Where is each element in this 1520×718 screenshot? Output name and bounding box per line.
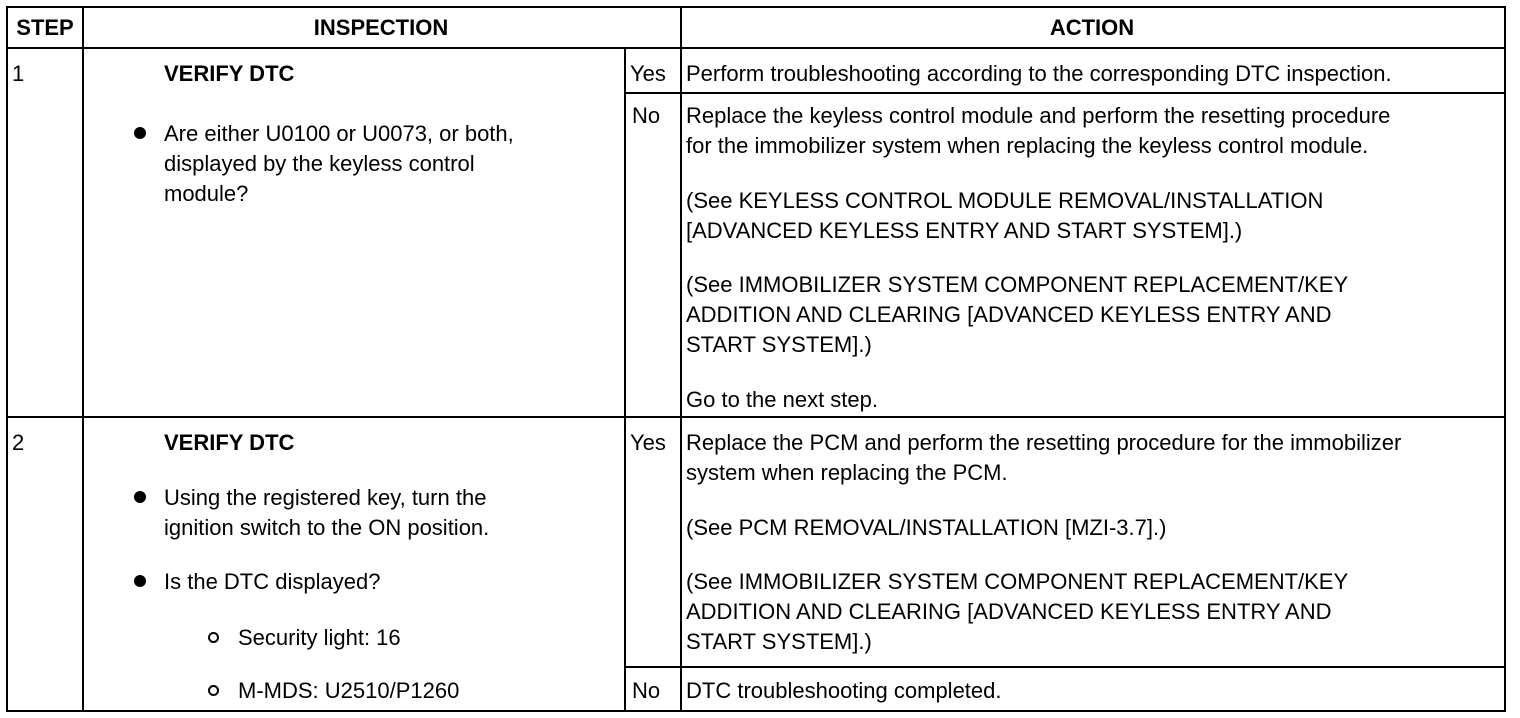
header-action: ACTION	[680, 8, 1504, 49]
col-divider-yesno	[624, 49, 626, 710]
row2-no-action: DTC troubleshooting completed.	[686, 678, 1002, 703]
row2-yes-p3-l3: START SYSTEM].)	[686, 629, 872, 654]
bullet-icon	[134, 491, 146, 503]
header-step: STEP	[8, 8, 82, 49]
row1-no-p3-l1: (See IMMOBILIZER SYSTEM COMPONENT REPLACEMENT/KEY	[686, 272, 1349, 297]
row2-yes-no-divider	[624, 666, 1504, 668]
row2-bullet1-line2: ignition switch to the ON position.	[164, 515, 490, 540]
inspection-table	[6, 6, 1506, 712]
row2-yes-p1-l2: system when replacing the PCM.	[686, 460, 1008, 485]
row1-no-p3-l3: START SYSTEM].)	[686, 332, 872, 357]
row1-no-p2-l2: [ADVANCED KEYLESS ENTRY AND START SYSTEM].)	[686, 218, 1243, 243]
row1-yes-label: Yes	[630, 61, 666, 86]
row2-yes-p3-l2: ADDITION AND CLEARING [ADVANCED KEYLESS ENTRY AND	[686, 599, 1332, 624]
header-inspection: INSPECTION	[82, 8, 680, 49]
row2-yes-p1-l1: Replace the PCM and perform the resetting procedure for the immobilizer	[686, 430, 1402, 455]
row2-sub-bullet1: Security light: 16	[238, 625, 401, 650]
row1-yes-no-divider	[624, 92, 1504, 94]
row1-bullet1-line2: displayed by the keyless control	[164, 151, 475, 176]
row2-title: VERIFY DTC	[164, 430, 295, 455]
row1-no-p2-l1: (See KEYLESS CONTROL MODULE REMOVAL/INSTALLATION	[686, 188, 1324, 213]
bullet-icon	[134, 575, 146, 587]
row1-yes-action: Perform troubleshooting according to the corresponding DTC inspection.	[686, 61, 1392, 86]
row2-sub-bullet2: M-MDS: U2510/P1260	[238, 678, 460, 703]
row2-step-number: 2	[12, 430, 25, 455]
row1-title: VERIFY DTC	[164, 61, 295, 86]
row2-yes-p3-l1: (See IMMOBILIZER SYSTEM COMPONENT REPLACEMENT/KEY	[686, 569, 1349, 594]
col-divider-step	[82, 8, 84, 710]
row1-no-p4-l1: Go to the next step.	[686, 387, 879, 412]
row1-no-label: No	[632, 103, 661, 128]
row2-bullet1-line1: Using the registered key, turn the	[164, 485, 487, 510]
row2-yes-label: Yes	[630, 430, 666, 455]
sub-bullet-icon	[208, 685, 219, 696]
col-divider-inspection	[680, 8, 682, 710]
row1-no-p3-l2: ADDITION AND CLEARING [ADVANCED KEYLESS ENTRY AND	[686, 302, 1332, 327]
row1-bullet1-line1: Are either U0100 or U0073, or both,	[164, 121, 514, 146]
sub-bullet-icon	[208, 632, 219, 643]
row1-no-p1-l2: for the immobilizer system when replacing the keyless control module.	[686, 133, 1369, 158]
row-divider-1-2	[8, 416, 1504, 418]
bullet-icon	[134, 127, 146, 139]
row1-step-number: 1	[12, 61, 25, 86]
row2-no-label: No	[632, 678, 661, 703]
row2-yes-p2-l1: (See PCM REMOVAL/INSTALLATION [MZI-3.7].)	[686, 515, 1167, 540]
row1-no-p1-l1: Replace the keyless control module and perform the resetting procedure	[686, 103, 1391, 128]
row2-bullet2-line1: Is the DTC displayed?	[164, 569, 381, 594]
row1-bullet1-line3: module?	[164, 181, 249, 206]
